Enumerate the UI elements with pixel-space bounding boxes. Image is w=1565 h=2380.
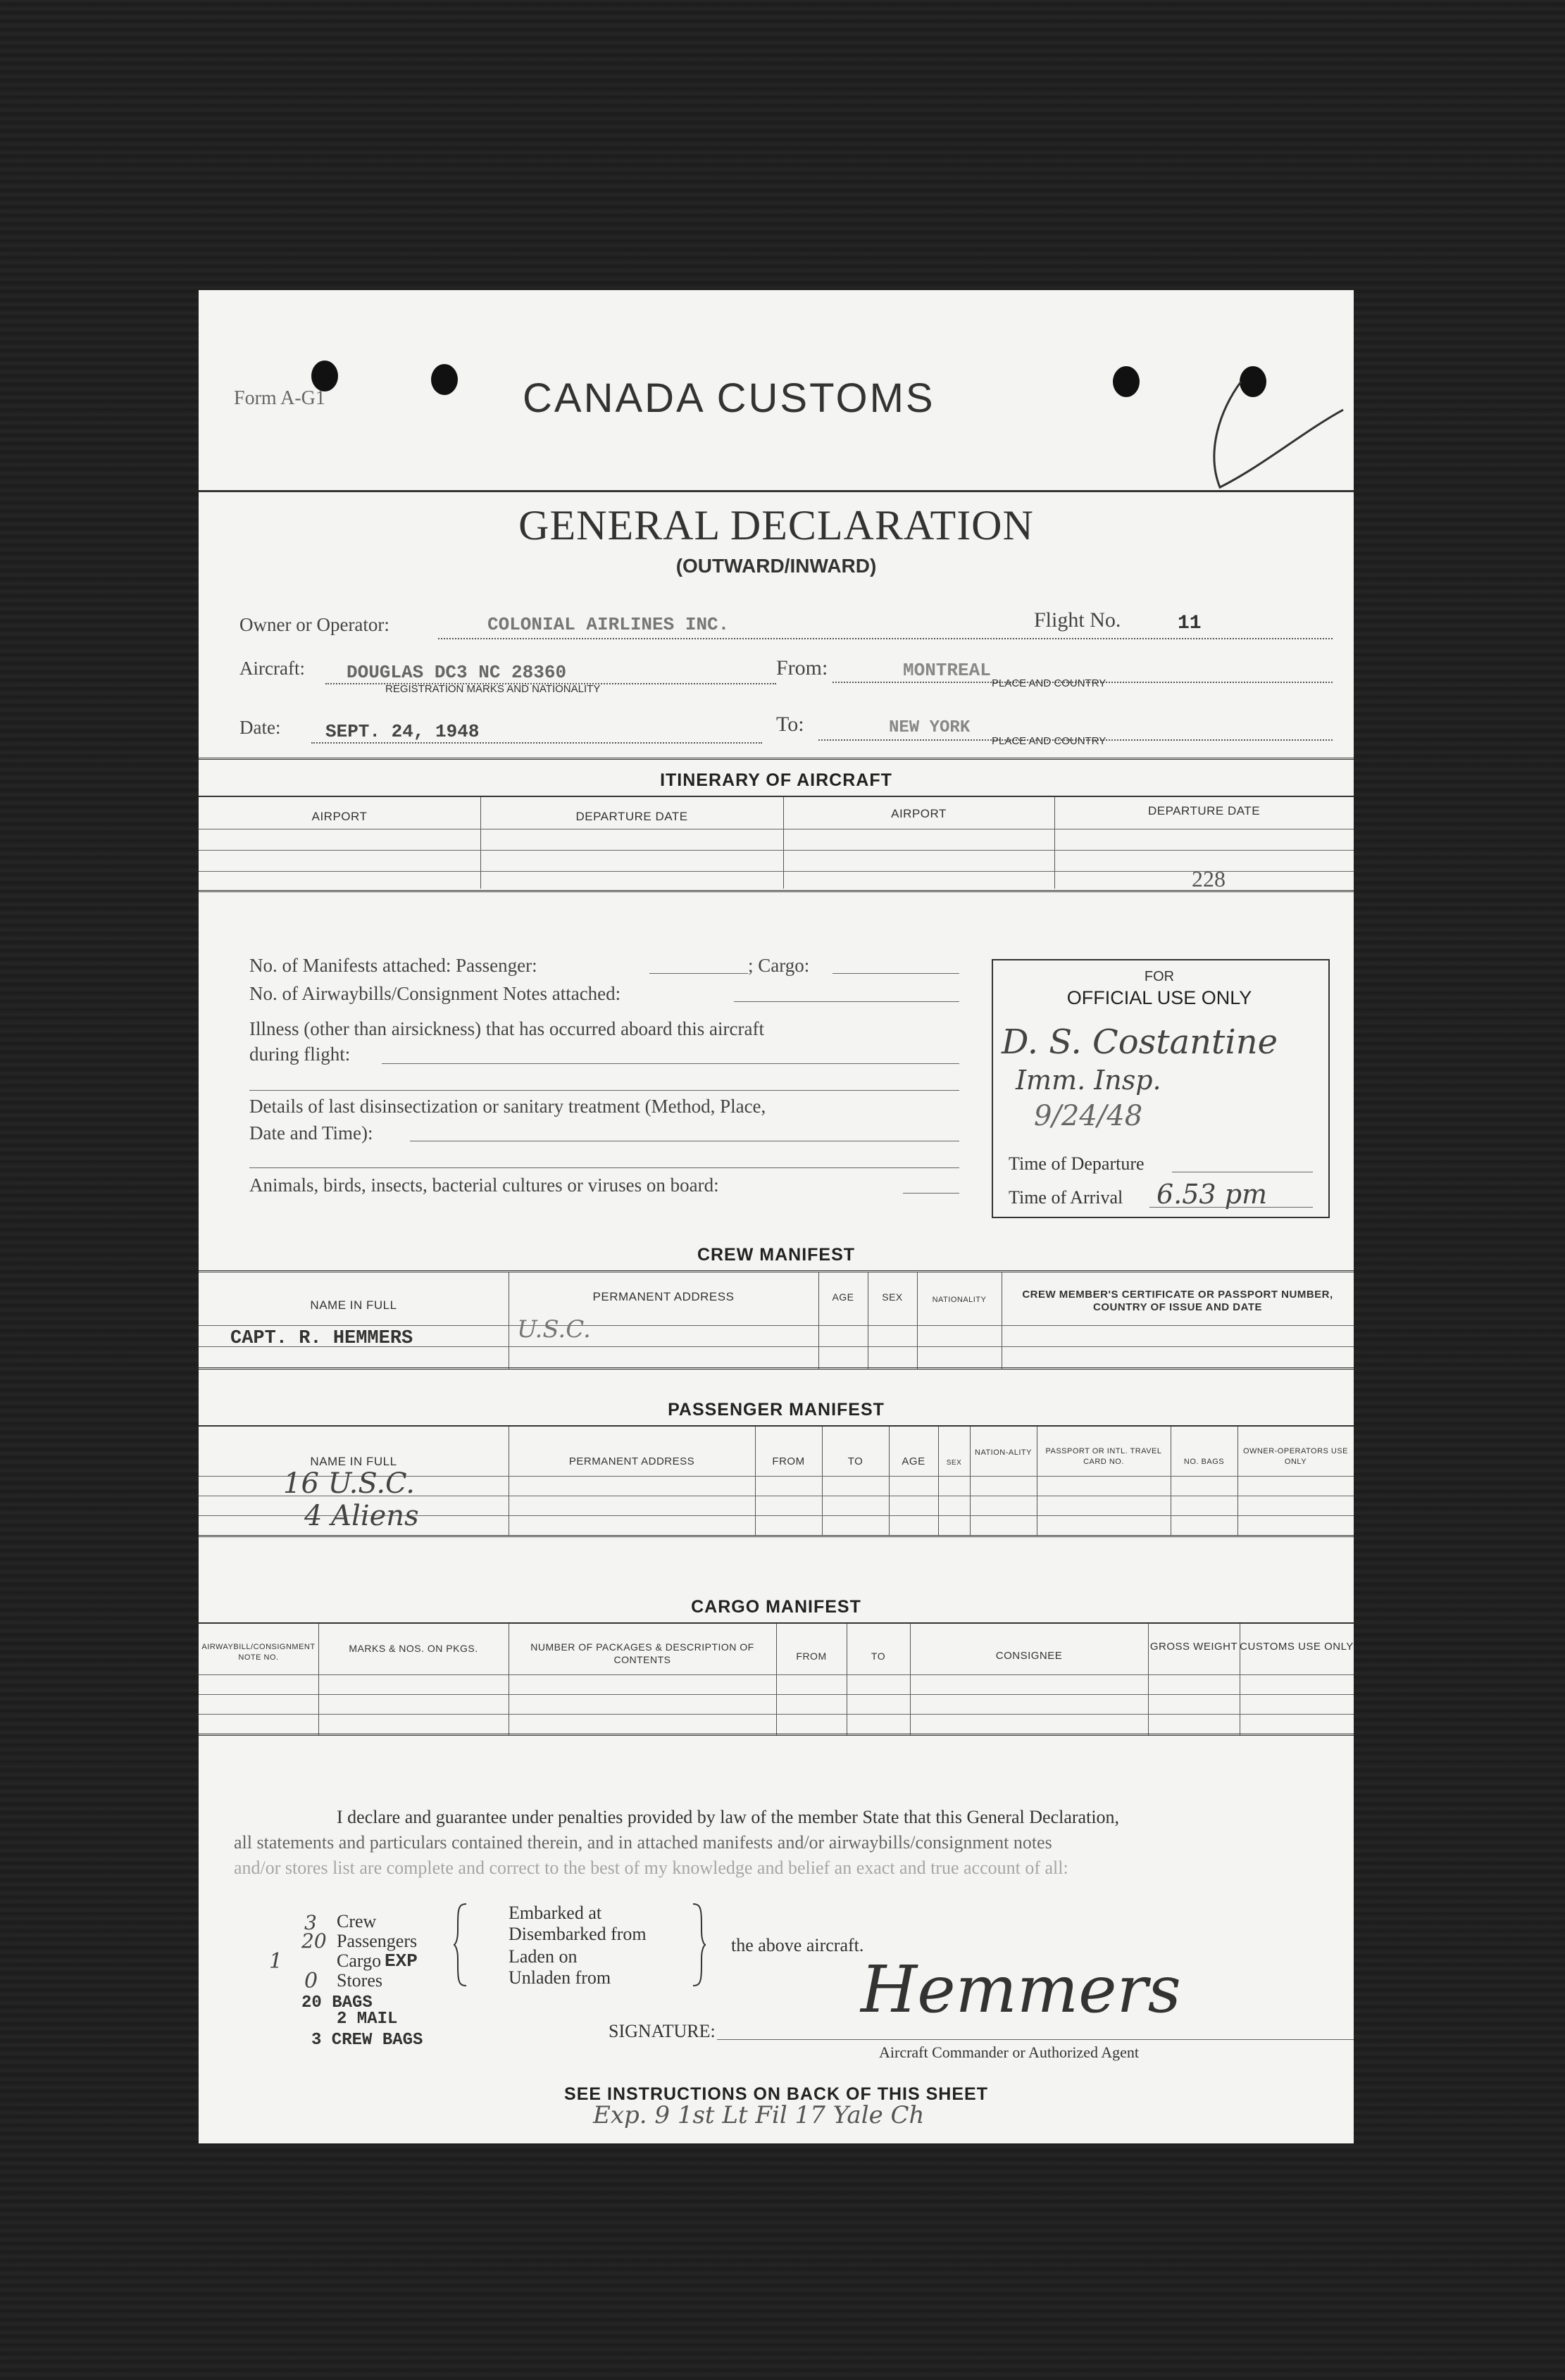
flight-value[interactable]: 11 [1178,613,1202,634]
crew-manifest-title: CREW MANIFEST [697,1245,856,1265]
stores-count-mark: 0 [304,1969,318,1993]
cargo-col-divider [910,1624,911,1735]
owner-field-line [438,638,1206,639]
passenger-row-name: 16 U.S.C. [283,1467,415,1500]
form-title: GENERAL DECLARATION [518,502,1034,549]
cargo-manifest-title: CARGO MANIFEST [691,1597,861,1617]
header-divider [199,490,1354,492]
cargo-row [199,1694,1354,1695]
passenger-col-divider [889,1427,890,1535]
stores-count-label: Stores [337,1970,382,1991]
crew-col-age: AGE [832,1291,854,1303]
crew-count-mark: 3 [304,1911,317,1934]
signature-line[interactable] [717,2039,1354,2040]
passenger-col-bags: NO. BAGS [1183,1458,1225,1466]
aircraft-label: Aircraft: [239,658,305,679]
aircraft-value[interactable]: DOUGLAS DC3 NC 28360 [347,662,567,683]
from-label: From: [776,656,828,679]
cargo-exp-suffix: EXP [385,1950,418,1972]
time-of-arrival-label: Time of Arrival [1009,1187,1123,1208]
cargo-col-to: TO [871,1651,886,1662]
passenger-col-passport: PASSPORT OR INTL. TRAVEL CARD NO. [1045,1447,1162,1466]
passenger-bottom-rule [199,1535,1354,1537]
cargo-col-gross-weight: GROSS WEIGHT [1149,1641,1238,1653]
laden-label: Laden on [509,1946,578,1967]
declaration-line-2: all statements and particulars contained therein, and in attached manifests and/or airwaybills/consignment notes [234,1832,1052,1853]
crew-bottom-rule [199,1367,1354,1370]
passenger-col-sex: SEX [946,1459,962,1467]
airwaybills-label: No. of Airwaybills/Consignment Notes attached: [249,983,621,1004]
form-number: Form A-G1 [234,387,325,409]
form-subtitle: (OUTWARD/INWARD) [675,555,877,577]
flight-field-line [1156,638,1333,639]
agency-title: CANADA CUSTOMS [523,375,935,421]
signature-label: SIGNATURE: [609,2021,716,2041]
crew-col-nationality: NATIONALITY [932,1296,987,1304]
passenger-col-divider [938,1427,939,1535]
passengers-count-label: Passengers [337,1931,418,1951]
passenger-col-name: NAME IN FULL [310,1455,397,1468]
itinerary-col-date-2: DEPARTURE DATE [1147,804,1261,818]
passenger-col-nationality: NATION-ALITY [975,1448,1032,1457]
cargo-count-label-decl: Cargo [337,1950,382,1971]
passenger-col-to: TO [847,1455,863,1467]
left-bracket-icon [452,1903,469,1987]
time-of-departure-label: Time of Departure [1009,1153,1145,1174]
embarked-label: Embarked at [509,1903,602,1923]
disinsect-label: Details of last disinsectization or sanitary treatment (Method, Place, [249,1096,766,1117]
itinerary-top-rule [199,758,1354,760]
passenger-col-age: AGE [902,1455,925,1467]
cargo-col-marks: MARKS & NOS. ON PKGS. [349,1643,478,1654]
cargo-row [199,1674,1354,1675]
cargo-bottom-rule [199,1734,1354,1736]
cargo-col-packages: NUMBER OF PACKAGES & DESCRIPTION OF CONTENTS [530,1641,754,1665]
itinerary-title: ITINERARY OF AIRCRAFT [660,770,892,790]
itinerary-col-date-1: DEPARTURE DATE [575,810,688,823]
registration-caption: REGISTRATION MARKS AND NATIONALITY [385,683,601,695]
itinerary-col-airport-2: AIRPORT [891,807,947,820]
cargo-col-airwaybill: AIRWAYBILL/CONSIGNMENT NOTE NO. [201,1643,316,1662]
declaration-line-1: I declare and guarantee under penalties provided by law of the member State that this General Declaration, [337,1807,1120,1827]
declaration-form-sheet [199,290,1354,2143]
itinerary-row [199,850,1354,851]
passenger-manifest-title: PASSENGER MANIFEST [668,1400,885,1420]
time-of-arrival-value: 6.53 pm [1156,1179,1268,1210]
cargo-col-from: FROM [796,1651,827,1662]
crew-col-sex: SEX [882,1291,903,1303]
cargo-count-line[interactable] [833,973,959,974]
above-aircraft-text: the above aircraft. [731,1935,864,1955]
passenger-count-line[interactable] [649,973,748,974]
crew-col-divider [917,1272,918,1369]
manifests-label: No. of Manifests attached: Passenger: [249,955,537,976]
punch-hole-icon [1113,366,1140,397]
official-use-handwritten-date: 9/24/48 [1034,1100,1143,1132]
airwaybills-count-line[interactable] [734,1001,959,1002]
itinerary-bottom-rule [199,890,1354,892]
from-place-caption: PLACE AND COUNTRY [992,677,1106,689]
official-use-handwritten-name: D. S. Costantine [1002,1022,1278,1062]
instructions-footer: SEE INSTRUCTIONS ON BACK OF THIS SHEET [564,2084,988,2104]
official-use-for: FOR [1144,969,1175,984]
cargo-col-customs: CUSTOMS USE ONLY [1240,1641,1354,1653]
cargo-col-consignee: CONSIGNEE [995,1650,1063,1662]
illness-line-2[interactable] [249,1090,959,1091]
crew-col-certificate: CREW MEMBER'S CERTIFICATE OR PASSPORT NUMBER, COUNTRY OF ISSUE AND DATE [1022,1289,1333,1313]
passenger-col-from: FROM [772,1455,805,1467]
punch-hole-icon [431,364,458,395]
cargo-count-label: ; Cargo: [748,955,810,976]
to-label: To: [776,713,804,736]
animals-label: Animals, birds, insects, bacterial cultures or viruses on board: [249,1175,719,1196]
to-value[interactable]: NEW YORK [889,718,971,737]
disinsect-label-continued: Date and Time): [249,1122,373,1144]
passenger-header-rule [199,1425,1354,1427]
crew-row-address: U.S.C. [517,1315,591,1344]
passenger-col-address: PERMANENT ADDRESS [568,1455,695,1467]
passengers-count-mark: 20 [301,1929,327,1953]
bags-count-text: 20 BAGS [301,1993,373,2012]
passenger-col-owner-use: OWNER-OPERATORS USE ONLY [1242,1447,1349,1466]
crew-bags-count-text: 3 CREW BAGS [311,2031,423,2050]
cargo-col-divider [776,1624,777,1735]
disembarked-label: Disembarked from [509,1924,647,1944]
unladen-label: Unladen from [509,1967,611,1988]
time-of-arrival-line[interactable] [1149,1207,1313,1208]
passenger-col-divider [822,1427,823,1535]
official-use-handwritten-title: Imm. Insp. [1016,1065,1161,1096]
cargo-row [199,1714,1354,1715]
official-use-title: OFFICIAL USE ONLY [1066,987,1252,1008]
cargo-count-mark: 1 [269,1949,283,1974]
illness-line[interactable] [382,1063,959,1064]
itinerary-col-divider [1054,797,1055,889]
date-label: Date: [239,717,281,738]
passenger-row-name: 4 Aliens [304,1500,419,1532]
to-place-caption: PLACE AND COUNTRY [992,735,1106,747]
disinsect-line-2[interactable] [249,1167,959,1168]
passenger-col-divider [1237,1427,1238,1535]
declaration-line-3: and/or stores list are complete and correct to the best of my knowledge and belief an exact and true account of all: [234,1858,1068,1878]
flight-label: Flight No. [1034,608,1121,632]
checkmark-icon [1164,368,1347,494]
itinerary-row [199,871,1354,872]
bags-count-mark [301,1988,373,2012]
signature-caption: Aircraft Commander or Authorized Agent [879,2043,1140,2061]
crew-col-divider [818,1272,819,1369]
animals-line[interactable] [903,1193,959,1194]
from-value[interactable]: MONTREAL [903,660,991,681]
crew-row-name: CAPT. R. HEMMERS [230,1328,413,1349]
date-value[interactable]: SEPT. 24, 1948 [325,721,480,742]
crew-row [199,1325,1354,1326]
itinerary-stamp-number: 228 [1192,866,1226,891]
right-bracket-icon [690,1903,707,1987]
itinerary-col-airport-1: AIRPORT [311,810,368,823]
cargo-col-divider [1148,1624,1149,1735]
itinerary-header-rule [199,796,1354,797]
crew-col-address: PERMANENT ADDRESS [592,1290,735,1303]
itinerary-col-divider [480,797,481,889]
crew-count-label: Crew [337,1911,377,1931]
cargo-col-divider [318,1624,319,1735]
illness-label: Illness (other than airsickness) that has occurred aboard this aircraft [249,1018,764,1039]
owner-value[interactable]: COLONIAL AIRLINES INC. [487,614,730,635]
footer-handwritten-note: Exp. 9 1st Lt Fil 17 Yale Ch [593,2101,925,2129]
signature-value: Hemmers [861,1952,1181,2027]
owner-label: Owner or Operator: [239,614,389,635]
passenger-col-divider [755,1427,756,1535]
crew-col-name: NAME IN FULL [310,1298,397,1312]
mail-count-text: 2 MAIL [337,2010,398,2029]
illness-label-continued: during flight: [249,1044,351,1065]
crew-header-rule [199,1270,1354,1272]
passenger-col-divider [970,1427,971,1535]
itinerary-col-divider [783,797,784,889]
date-field-line [311,742,762,744]
